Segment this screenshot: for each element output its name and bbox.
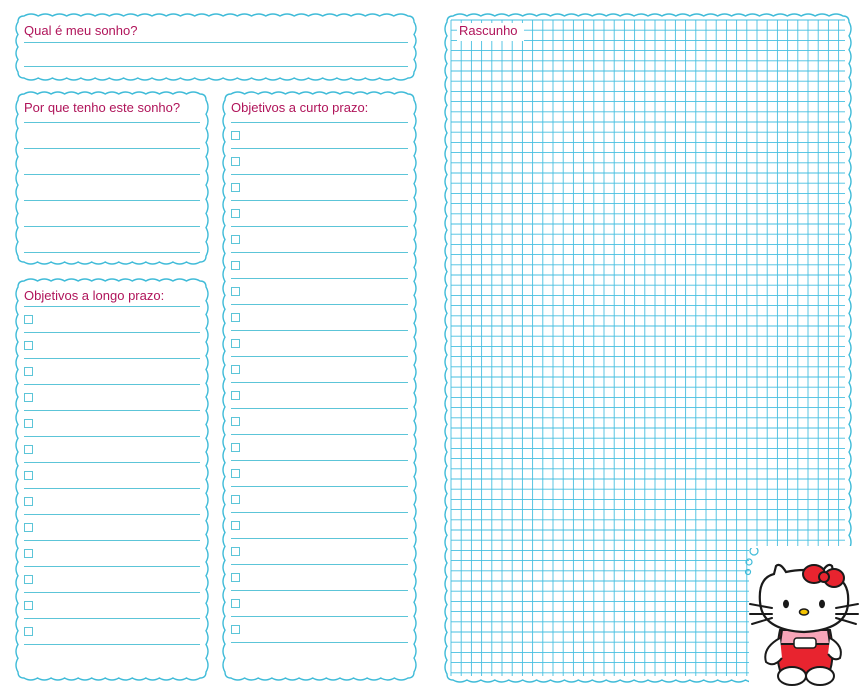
checkbox-icon[interactable] — [24, 471, 33, 480]
checkbox-icon[interactable] — [24, 393, 33, 402]
ruled-line — [231, 174, 408, 175]
checkbox-icon[interactable] — [24, 627, 33, 636]
ruled-line — [24, 358, 200, 359]
why-panel-title: Por que tenho este sonho? — [24, 100, 181, 115]
ruled-line — [24, 306, 200, 307]
ruled-line — [231, 512, 408, 513]
ruled-line — [231, 382, 408, 383]
checkbox-icon[interactable] — [231, 625, 240, 634]
short-term-lines[interactable] — [221, 90, 418, 682]
ruled-line — [231, 486, 408, 487]
ruled-line — [231, 460, 408, 461]
checkbox-icon[interactable] — [24, 497, 33, 506]
checkbox-icon[interactable] — [231, 339, 240, 348]
ruled-line — [24, 384, 200, 385]
long-term-lines[interactable] — [14, 277, 210, 682]
ruled-line — [24, 540, 200, 541]
ruled-line — [24, 200, 200, 201]
ruled-line — [24, 410, 200, 411]
ruled-line — [231, 434, 408, 435]
ruled-line — [231, 564, 408, 565]
ruled-line — [24, 174, 200, 175]
ruled-line — [24, 514, 200, 515]
hello-kitty-illustration — [744, 548, 860, 688]
checkbox-icon[interactable] — [24, 523, 33, 532]
ruled-line — [24, 566, 200, 567]
checkbox-icon[interactable] — [231, 183, 240, 192]
ruled-line — [231, 642, 408, 643]
ruled-line — [231, 356, 408, 357]
checkbox-icon[interactable] — [231, 599, 240, 608]
ruled-line — [24, 462, 200, 463]
ruled-line — [231, 590, 408, 591]
ruled-line — [24, 42, 408, 43]
checkbox-icon[interactable] — [231, 391, 240, 400]
checkbox-icon[interactable] — [231, 157, 240, 166]
dream-lines[interactable] — [14, 12, 418, 82]
draft-panel-title: Rascunho — [457, 23, 524, 41]
checkbox-icon[interactable] — [24, 419, 33, 428]
ruled-line — [231, 200, 408, 201]
ruled-line — [231, 616, 408, 617]
checkbox-icon[interactable] — [231, 313, 240, 322]
ruled-line — [24, 148, 200, 149]
checkbox-icon[interactable] — [24, 601, 33, 610]
checkbox-icon[interactable] — [231, 209, 240, 218]
long-term-panel — [14, 277, 210, 682]
short-term-panel-title: Objetivos a curto prazo: — [231, 100, 369, 115]
ruled-line — [231, 304, 408, 305]
dream-panel-title: Qual é meu sonho? — [24, 23, 138, 38]
checkbox-icon[interactable] — [231, 287, 240, 296]
ruled-line — [24, 66, 408, 67]
why-panel — [14, 90, 210, 266]
checkbox-icon[interactable] — [24, 367, 33, 376]
checkbox-icon[interactable] — [231, 235, 240, 244]
checkbox-icon[interactable] — [231, 131, 240, 140]
checkbox-icon[interactable] — [231, 547, 240, 556]
checkbox-icon[interactable] — [24, 341, 33, 350]
dream-panel — [14, 12, 418, 82]
ruled-line — [24, 332, 200, 333]
checkbox-icon[interactable] — [24, 549, 33, 558]
ruled-line — [24, 644, 200, 645]
ruled-line — [24, 226, 200, 227]
checkbox-icon[interactable] — [231, 365, 240, 374]
checkbox-icon[interactable] — [24, 315, 33, 324]
why-lines[interactable] — [14, 90, 210, 266]
checkbox-icon[interactable] — [231, 573, 240, 582]
ruled-line — [24, 488, 200, 489]
checkbox-icon[interactable] — [24, 575, 33, 584]
ruled-line — [231, 408, 408, 409]
ruled-line — [231, 278, 408, 279]
ruled-line — [231, 122, 408, 123]
ruled-line — [24, 252, 200, 253]
checkbox-icon[interactable] — [24, 445, 33, 454]
checkbox-icon[interactable] — [231, 521, 240, 530]
ruled-line — [24, 592, 200, 593]
ruled-line — [24, 618, 200, 619]
ruled-line — [231, 252, 408, 253]
ruled-line — [24, 122, 200, 123]
short-term-panel — [221, 90, 418, 682]
ruled-line — [24, 436, 200, 437]
ruled-line — [231, 226, 408, 227]
checkbox-icon[interactable] — [231, 495, 240, 504]
ruled-line — [231, 148, 408, 149]
ruled-line — [231, 538, 408, 539]
checkbox-icon[interactable] — [231, 469, 240, 478]
long-term-panel-title: Objetivos a longo prazo: — [24, 288, 165, 303]
checkbox-icon[interactable] — [231, 261, 240, 270]
checkbox-icon[interactable] — [231, 417, 240, 426]
checkbox-icon[interactable] — [231, 443, 240, 452]
ruled-line — [231, 330, 408, 331]
